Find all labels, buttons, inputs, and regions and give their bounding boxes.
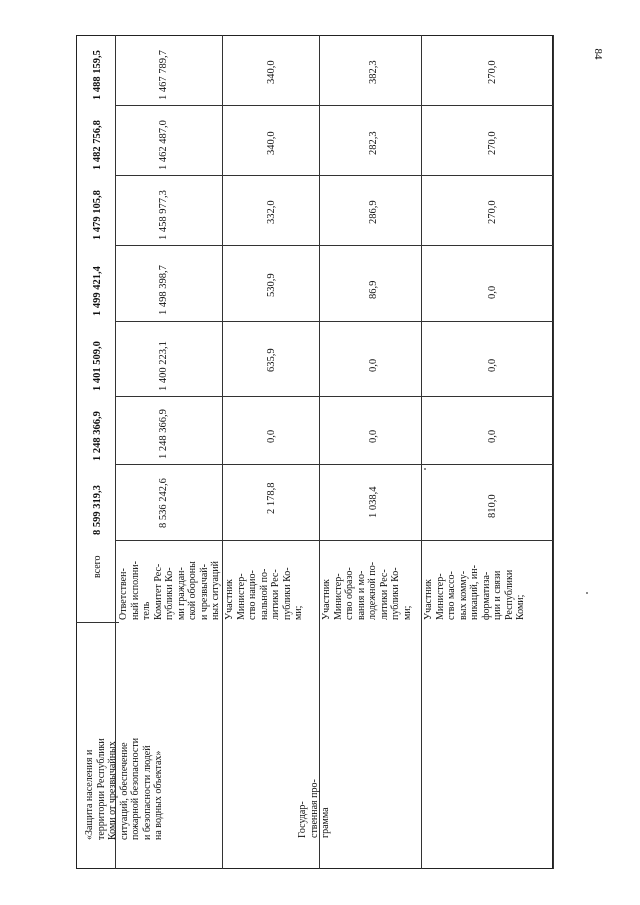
page-number: 84	[592, 48, 604, 60]
cell-nat-total: 2 178,8	[266, 482, 277, 514]
divider-col-3	[115, 396, 553, 397]
cell-nat-y3: 530,9	[266, 273, 277, 297]
cell-media-y5: 270,0	[487, 131, 498, 155]
divider-col-4	[115, 321, 553, 322]
cell-all-y1: 1 248 366,9	[92, 411, 103, 461]
cell-edu-y6: 382,3	[368, 60, 379, 84]
cell-nat-y4: 332,0	[266, 200, 277, 224]
cell-nat-y5: 340,0	[266, 131, 277, 155]
row-label-media: Участник Министер- ство массо- вых комму- никаций, ин- форматиза- ции и связи Республики Коми;	[423, 565, 526, 620]
cell-media-y3: 0,0	[487, 285, 498, 299]
cell-edu-y3: 86,9	[368, 280, 379, 299]
cell-resp-y1: 1 248 366,9	[158, 409, 169, 459]
row-label-national: Участник Министер- ство нацио- нальной по- литики Рес- публики Ко- ми;	[224, 567, 304, 620]
cell-all-y2: 1 401 509,0	[92, 341, 103, 391]
row-label-education: Участник Министер- ство образо- вания и мо- лодежной по- литики Рес- публики Ко- ми;	[321, 561, 413, 620]
cell-all-total: 8 599 319,3	[92, 485, 103, 535]
cell-nat-y2: 635,9	[266, 348, 277, 372]
row-label-responsible: Ответствен- ный исполни- тель Комитет Рес- публики Ко- ми граждан- ской обороны и чрезвычай- ных ситуаций	[118, 561, 221, 620]
cell-edu-y4: 286,9	[368, 200, 379, 224]
cell-nat-y6: 340,0	[266, 60, 277, 84]
cell-edu-y5: 282,3	[368, 131, 379, 155]
program-title: «Защита населения и территории Республики Коми от чрезвычайных ситуаций, обеспечение пожарной безопасности и безопасности людей на водных объектах»	[84, 737, 164, 840]
scan-speck	[424, 468, 426, 470]
cell-resp-y6: 1 467 789,7	[158, 50, 169, 100]
cell-all-y3: 1 499 421,4	[92, 266, 103, 316]
cell-nat-y1: 0,0	[266, 429, 277, 443]
divider-row-nat	[319, 35, 320, 869]
divider-label-col	[115, 540, 553, 541]
divider-col-7	[115, 105, 553, 106]
cell-all-y5: 1 482 756,8	[92, 120, 103, 170]
row-label-all: всего	[92, 555, 103, 578]
divider-col-2	[115, 464, 553, 465]
divider-row-resp	[222, 35, 223, 869]
cell-resp-y4: 1 458 977,3	[158, 190, 169, 240]
cell-media-y2: 0,0	[487, 358, 498, 372]
cell-all-y6: 1 488 159,5	[92, 50, 103, 100]
cell-edu-total: 1 038,4	[368, 486, 379, 518]
cell-media-y4: 270,0	[487, 200, 498, 224]
cell-edu-y1: 0,0	[368, 429, 379, 443]
divider-col-6	[115, 175, 553, 176]
cell-edu-y2: 0,0	[368, 358, 379, 372]
scan-speck	[586, 592, 588, 594]
program-type: Государ- ственная про- грамма	[297, 779, 331, 838]
divider-col-5	[115, 245, 553, 246]
divider-program-title-2	[115, 622, 119, 623]
cell-resp-y3: 1 498 398,7	[158, 265, 169, 315]
divider-row-media	[553, 35, 554, 869]
divider-program-title	[76, 622, 115, 623]
cell-all-y4: 1 479 105,8	[92, 190, 103, 240]
cell-media-total: 810,0	[487, 494, 498, 518]
cell-resp-y5: 1 462 487,0	[158, 120, 169, 170]
cell-resp-total: 8 536 242,6	[158, 478, 169, 528]
cell-resp-y2: 1 400 223,1	[158, 341, 169, 391]
divider-row-edu	[421, 35, 422, 869]
cell-media-y1: 0,0	[487, 429, 498, 443]
cell-media-y6: 270,0	[487, 60, 498, 84]
